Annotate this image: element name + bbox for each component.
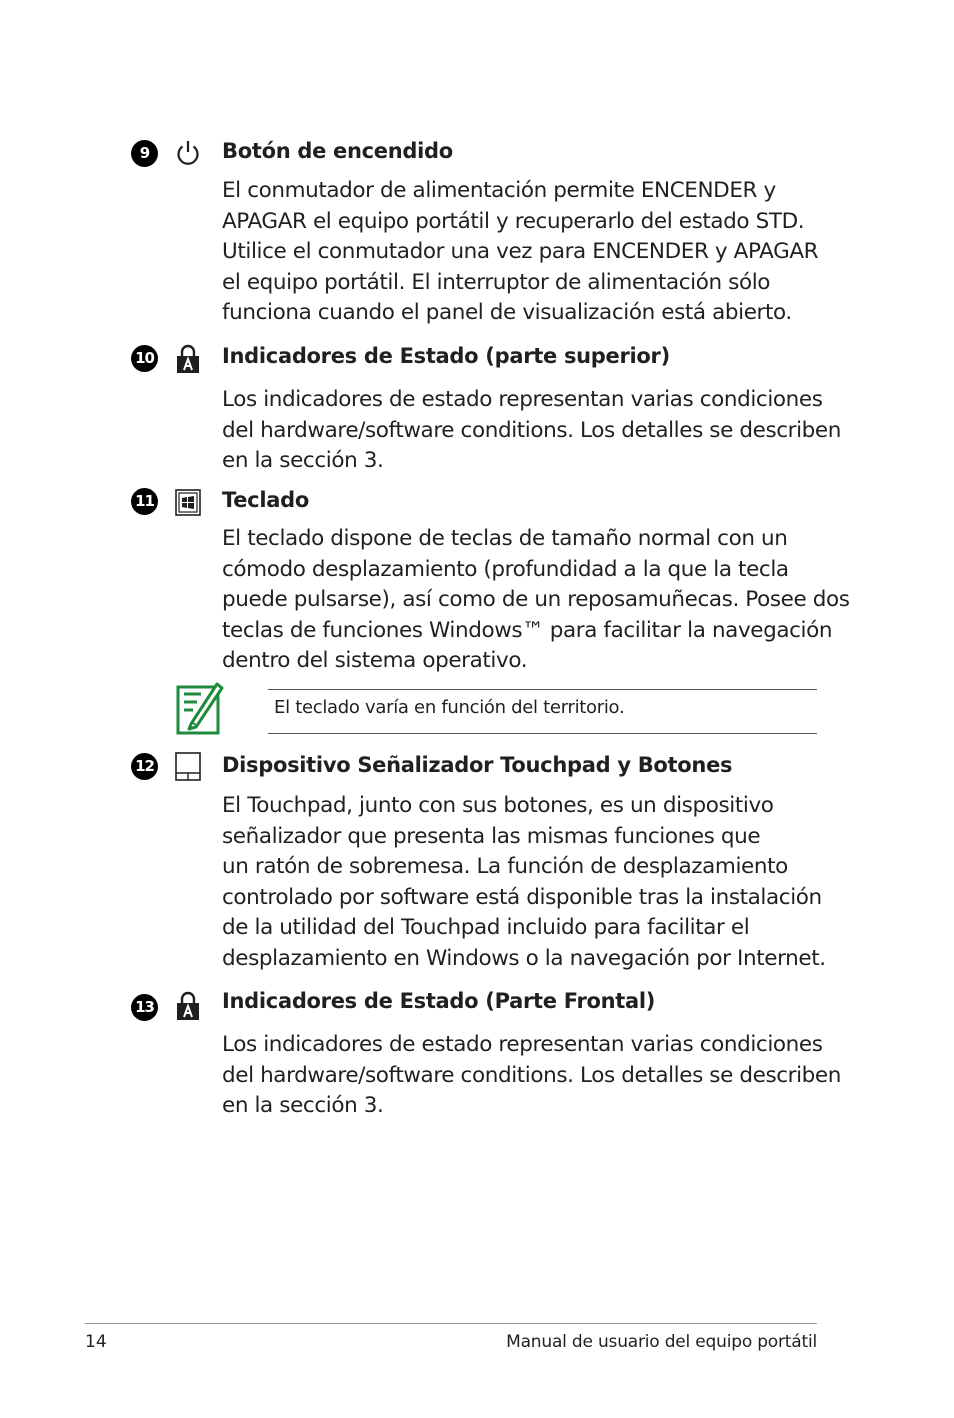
item-description: Los indicadores de estado representan varias condiciones del hardware/software conditions. Los detalles se describen en la sección 3. [222, 387, 841, 473]
manual-title: Manual de usuario del equipo portátil [506, 1332, 817, 1352]
lock-a-icon [173, 344, 203, 374]
item-number-badge: 13 [131, 994, 158, 1021]
note-text: El teclado varía en función del territorio. [274, 697, 625, 718]
item-title: Teclado [222, 488, 309, 512]
note-icon [173, 680, 225, 736]
touchpad-icon [173, 752, 203, 782]
item-description: Los indicadores de estado representan varias condiciones del hardware/software conditions. Los detalles se describen en la sección 3. [222, 1032, 841, 1118]
item-title: Indicadores de Estado (parte superior) [222, 344, 670, 368]
item-number-badge: 12 [131, 753, 158, 780]
note-divider-top [268, 689, 817, 690]
item-description: El conmutador de alimentación permite ENCENDER y APAGAR el equipo portátil y recuperarlo del estado STD. Utilice el conmutador una vez para ENCENDER y APAGAR el equipo portátil. El interruptor de alimentación sólo funciona cuando el panel de visualización está abierto. [222, 178, 819, 325]
item-title: Dispositivo Señalizador Touchpad y Botones [222, 753, 733, 777]
footer-divider [85, 1323, 817, 1324]
item-title: Botón de encendido [222, 139, 453, 163]
item-title: Indicadores de Estado (Parte Frontal) [222, 989, 656, 1013]
page-number: 14 [85, 1332, 107, 1352]
windows-key-icon [173, 488, 203, 518]
item-number-badge: 10 [131, 345, 158, 372]
note-divider-bottom [268, 733, 817, 734]
item-number-badge: 11 [131, 488, 158, 515]
item-description: El teclado dispone de teclas de tamaño normal con un cómodo desplazamiento (profundidad a la que la tecla puede pulsarse), así como de un reposamuñecas. Posee dos teclas de funciones Windows™ para facilitar la navegación dentro del sistema operativo. [222, 526, 850, 673]
power-icon [173, 138, 203, 168]
item-number-badge: 9 [131, 140, 158, 167]
lock-a-icon [173, 991, 203, 1021]
item-description: El Touchpad, junto con sus botones, es un dispositivo señalizador que presenta las mismas funciones que un ratón de sobremesa. La función de desplazamiento controlado por software está disponible tras la instalación de la utilidad del Touchpad incluido para facilitar el desplazamiento en Windows o la navegación por Internet. [222, 793, 826, 971]
